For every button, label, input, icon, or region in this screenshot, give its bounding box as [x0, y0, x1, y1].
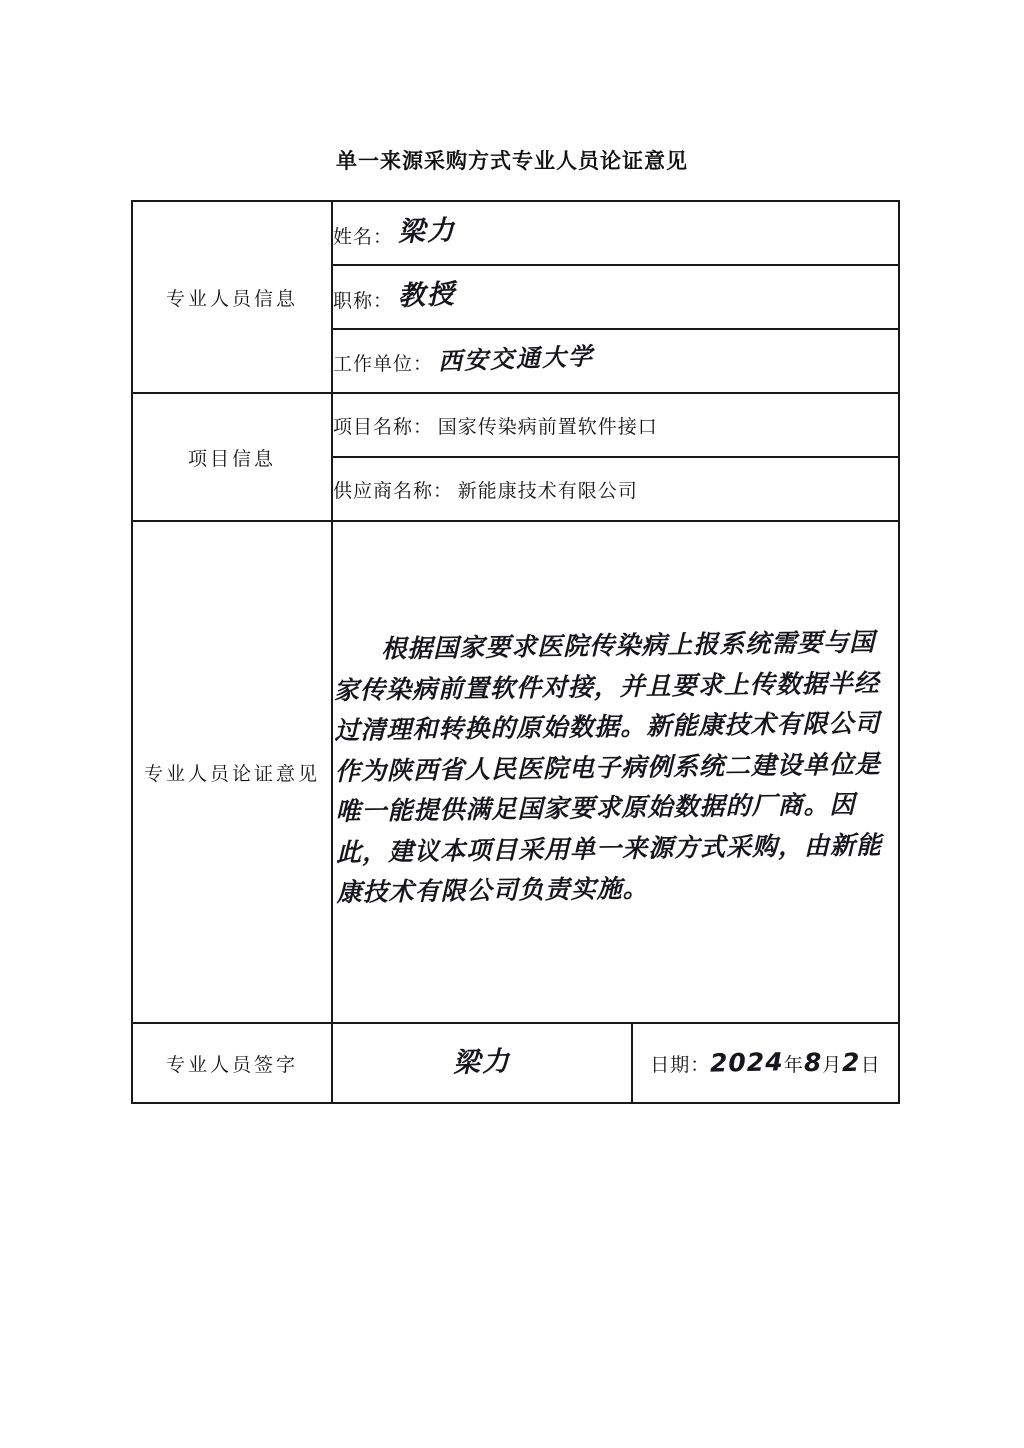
- table-row: [132, 393, 899, 457]
- date-day-unit: 日: [860, 1055, 881, 1076]
- project-info-label: 项目信息: [132, 393, 332, 521]
- work-unit-value: 西安交通大学: [437, 342, 595, 376]
- signature-value: 梁力: [452, 1046, 512, 1080]
- name-value: 梁力: [397, 214, 457, 248]
- date-year-unit: 年: [783, 1055, 804, 1076]
- expert-info-label: 专业人员信息: [132, 201, 332, 393]
- opinion-text: 根据国家要求医院传染病上报系统需要与国家传染病前置软件对接，并且要求上传数据半经过清理和转换的原始数据。新能康技术有限公司作为陕西省人民医院电子病例系统二建设单位是唯一能提供满足国家要求原始数据的厂商。因此，建议本项目采用单一来源方式采购，由新能康技术有限公司负责实施。: [333, 627, 883, 908]
- table-row: [132, 201, 899, 265]
- name-label: 姓名：: [333, 227, 394, 249]
- opinion-field: [332, 521, 899, 1023]
- date-month-unit: 月: [822, 1055, 843, 1076]
- date-year: 2024: [710, 1047, 785, 1078]
- supplier-value: 新能康技术有限公司: [457, 480, 638, 502]
- date-field: [632, 1023, 899, 1103]
- project-name-value: 国家传染病前置软件接口: [437, 416, 658, 438]
- project-name-label: 项目名称：: [333, 416, 434, 438]
- opinion-label: 专业人员论证意见: [132, 521, 332, 1023]
- title-value: 教授: [397, 278, 457, 312]
- date-month: 8: [803, 1047, 823, 1078]
- name-field: [332, 201, 899, 265]
- argument-opinion-form: [131, 200, 900, 1104]
- work-unit-label: 工作单位：: [333, 354, 434, 376]
- work-unit-field: [332, 329, 899, 393]
- table-row: [132, 521, 899, 1023]
- project-name-field: [332, 393, 899, 457]
- table-row: [132, 1023, 899, 1103]
- signature-label: 专业人员签字: [132, 1023, 332, 1103]
- signature-field: [332, 1023, 632, 1103]
- title-field: [332, 265, 899, 329]
- title-label: 职称：: [333, 291, 394, 313]
- page-title: 单一来源采购方式专业人员论证意见: [336, 149, 688, 173]
- date-prefix: 日期：: [650, 1055, 711, 1076]
- supplier-label: 供应商名称：: [333, 480, 454, 502]
- date-day: 2: [842, 1047, 861, 1078]
- supplier-field: [332, 457, 899, 521]
